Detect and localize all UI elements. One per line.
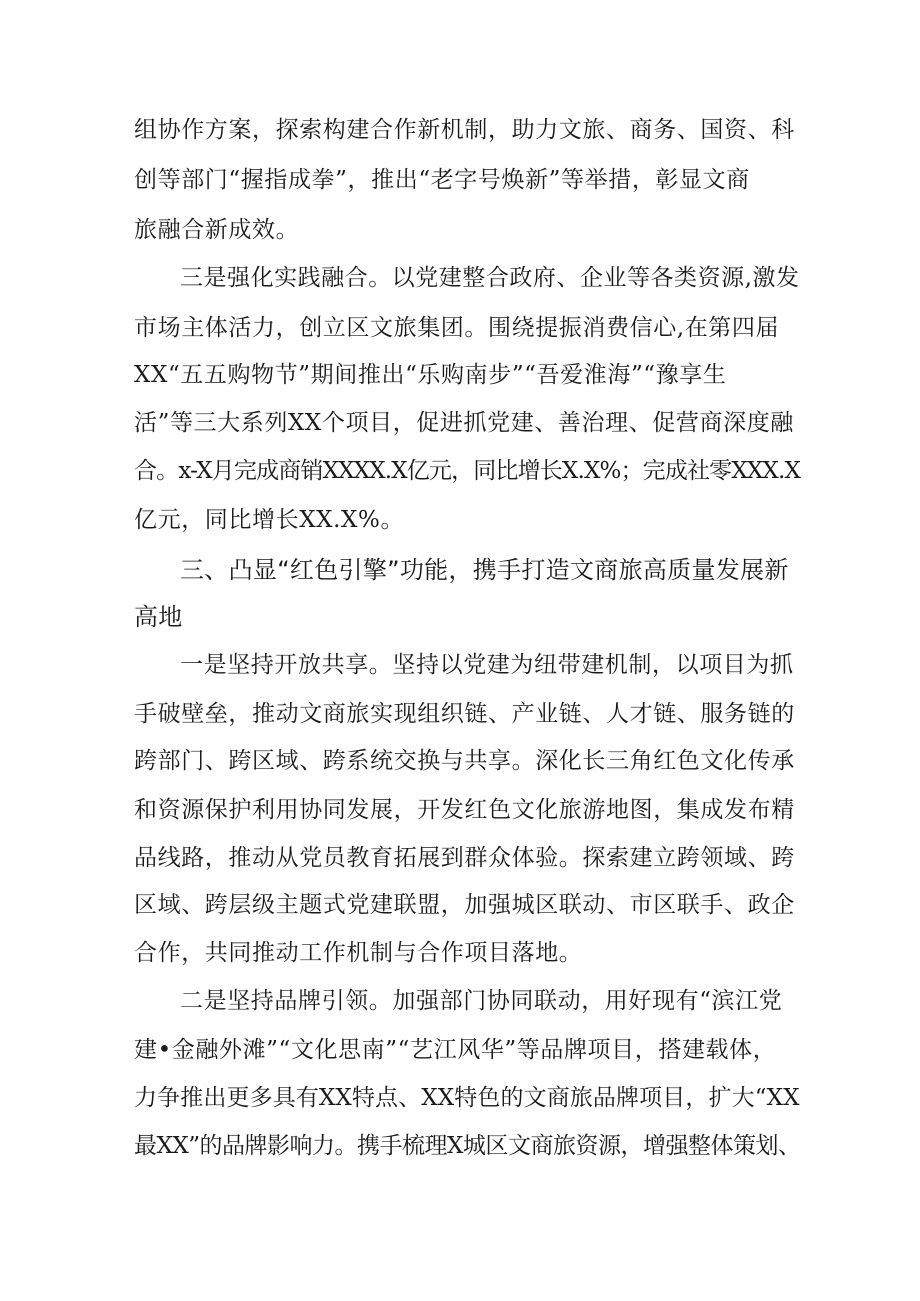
- paragraph-line: 亿元，同比增长XX.X%。: [134, 507, 405, 533]
- paragraph-line: 建•金融外滩”“文化思南”“艺江风华”等品牌项目，搭建载体，: [134, 1037, 777, 1063]
- paragraph-line: 跨部门、跨区域、跨系统交换与共享。深化长三角红色文化传承: [134, 748, 795, 774]
- paragraph-line: 二是坚持品牌引领。加强部门协同联动，用好现有“滨江党: [180, 988, 783, 1014]
- paragraph-line: 和资源保护利用协同发展，开发红色文化旅游地图，集成发布精: [134, 797, 795, 823]
- paragraph-line: 合。x-X月完成商销XXXX.X亿元，同比增长X.X%；完成社零XXX.X: [134, 458, 800, 484]
- paragraph-line: 一是坚持开放共享。坚持以党建为纽带建机制，以项目为抓: [180, 652, 794, 678]
- paragraph-line: 手破壁垒，推动文商旅实现组织链、产业链、人才链、服务链的: [134, 701, 795, 727]
- paragraph-line: 活”等三大系列XX个项目，促进抓党建、善治理、促营商深度融: [134, 410, 794, 436]
- paragraph-line: 品线路，推动从党员教育拓展到群众体验。探索建立跨领域、跨: [134, 845, 795, 871]
- paragraph-line: 合作，共同推动工作机制与合作项目落地。: [134, 940, 583, 966]
- paragraph-line: 创等部门“握指成拳”，推出“老字号焕新”等举措，彰显文商: [134, 167, 750, 193]
- paragraph-line: 最XX”的品牌影响力。携手梳理X城区文商旅资源，增强整体策划、: [134, 1133, 801, 1159]
- paragraph-line: 区域、跨层级主题式党建联盟，加强城区联动、市区联手、政企: [134, 892, 795, 918]
- section-heading: 三、凸显“红色引擎”功能，携手打造文商旅高质量发展新: [180, 556, 789, 584]
- paragraph-line: 旅融合新成效。: [134, 217, 300, 243]
- paragraph-line: 三是强化实践融合。以党建整合政府、企业等各类资源,激发: [180, 265, 800, 291]
- paragraph-line: 力争推出更多具有XX特点、XX特色的文商旅品牌项目，扩大“XX: [134, 1085, 800, 1111]
- section-heading: 高地: [134, 603, 183, 631]
- paragraph-line: 组协作方案，探索构建合作新机制，助力文旅、商务、国资、科: [134, 117, 795, 143]
- paragraph-line: XX“五五购物节”期间推出“乐购南步”“吾爱淮海”“豫享生: [134, 362, 727, 388]
- paragraph-line: 市场主体活力，创立区文旅集团。围绕提振消费信心,在第四届: [134, 315, 780, 341]
